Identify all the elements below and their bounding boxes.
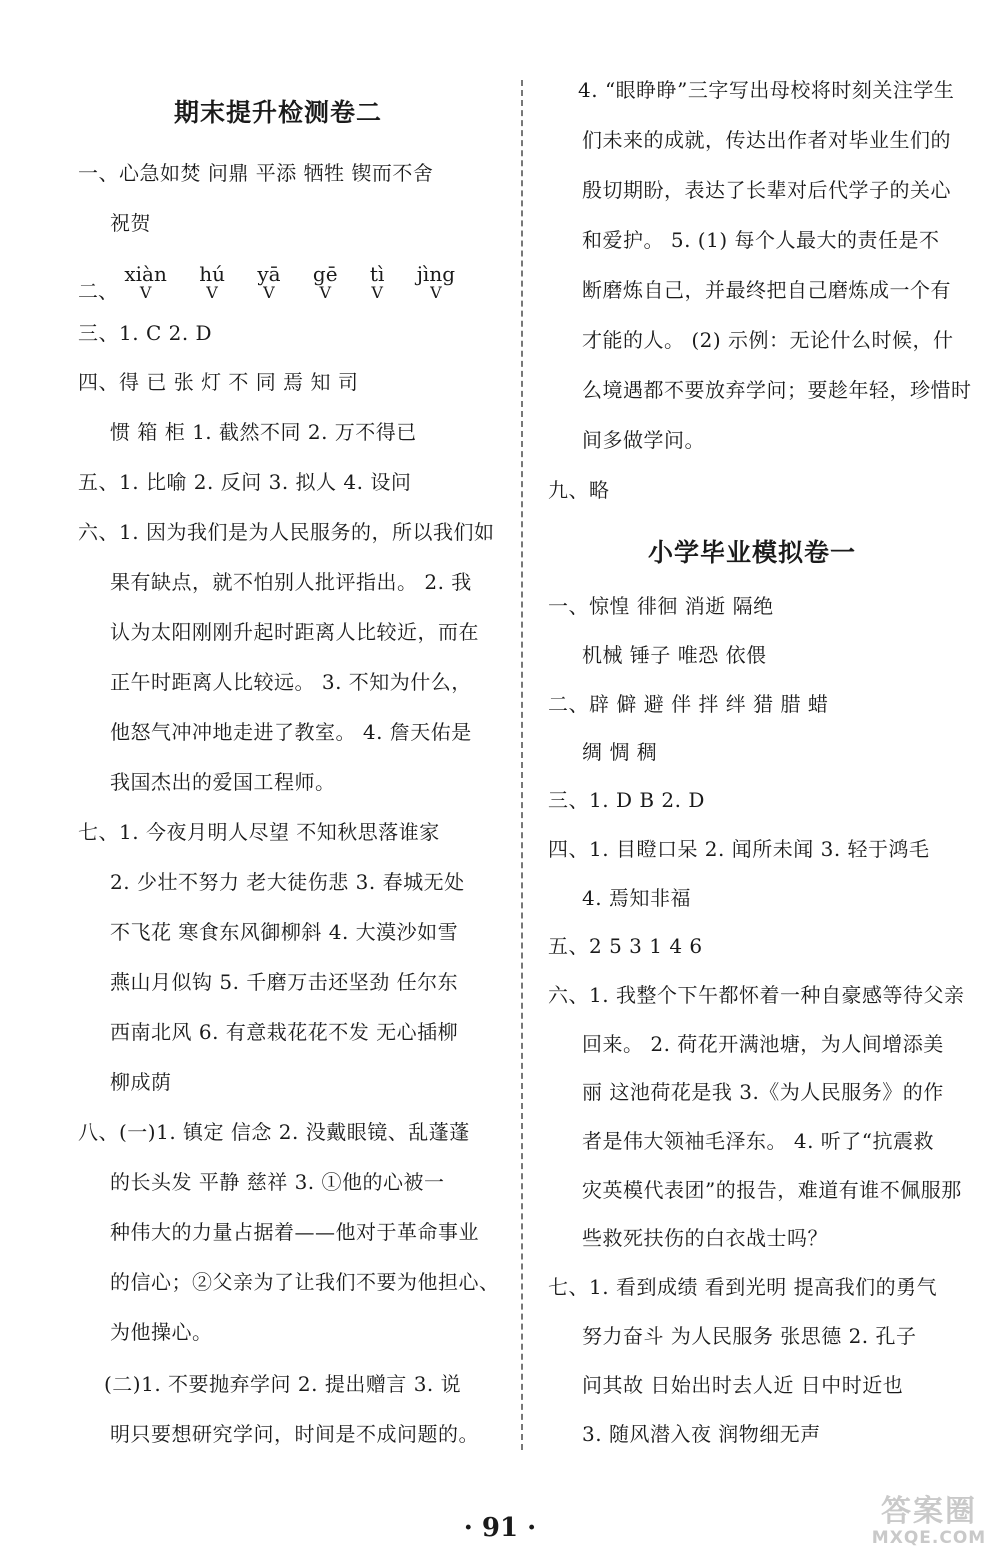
- answer-line: 么境遇都不要放弃学问；要趁年轻，珍惜时: [582, 378, 972, 402]
- answer-line: (二)1. 不要抛弃学问 2. 提出赠言 3. 说: [104, 1372, 462, 1396]
- answer-line: 六、1. 因为我们是为人民服务的，所以我们如: [78, 520, 495, 544]
- answer-line: 丽 这池荷花是我 3.《为人民服务》的作: [582, 1080, 944, 1104]
- answer-line: 些救死扶伤的白衣战士吗？: [582, 1226, 828, 1250]
- answer-line: 四、得 已 张 灯 不 同 焉 知 司: [78, 370, 359, 394]
- answer-line: 惯 箱 柜 1. 截然不同 2. 万不得已: [110, 420, 417, 444]
- check-mark-icon: V: [371, 283, 383, 302]
- check-mark-icon: V: [263, 283, 275, 302]
- answer-line: 正午时距离人比较远。 3. 不知为什么，: [110, 670, 472, 694]
- answer-line: 三、1. D B 2. D: [548, 788, 705, 812]
- answer-line: 殷切期盼，表达了长辈对后代学子的关心: [582, 178, 951, 202]
- answer-line: 一、惊惶 徘徊 消逝 隔绝: [548, 594, 774, 618]
- answer-line: 的长头发 平静 慈祥 3. ①他的心被一: [110, 1170, 445, 1194]
- answer-line: 八、(一)1. 镇定 信念 2. 没戴眼镜、乱蓬蓬: [78, 1120, 470, 1144]
- answer-line: 的信心；②父亲为了让我们不要为他担心、: [110, 1270, 500, 1294]
- pinyin-item: xiàn V: [124, 262, 167, 302]
- pinyin-answers: [78, 262, 481, 304]
- pinyin-item: yā V: [257, 262, 281, 302]
- watermark-url: MXQE.COM: [871, 1528, 987, 1548]
- answer-line: 三、1. C 2. D: [78, 321, 213, 345]
- answer-line: 为他操心。: [110, 1320, 213, 1344]
- question-number: 二、: [78, 279, 118, 303]
- check-mark-icon: V: [139, 283, 152, 302]
- answer-line: 九、略: [548, 478, 610, 502]
- answer-line: 问其故 日始出时去人近 日中时近也: [582, 1373, 904, 1397]
- pinyin-item: jìng V: [416, 262, 455, 302]
- section-title: 期末提升检测卷二: [174, 98, 383, 127]
- answer-line: 果有缺点，就不怕别人批评指出。 2. 我: [110, 570, 472, 594]
- pinyin-item: tì V: [369, 262, 385, 302]
- answer-line: 回来。 2. 荷花开满池塘，为人间增添美: [582, 1032, 944, 1056]
- check-mark-icon: V: [430, 283, 442, 302]
- answer-line: 4. 焉知非福: [582, 886, 691, 910]
- answer-line: 五、2 5 3 1 4 6: [548, 934, 703, 958]
- answer-line: 灾英模代表团”的报告，难道有谁不佩服那: [582, 1178, 962, 1202]
- answer-line: 2. 少壮不努力 老大徒伤悲 3. 春城无处: [110, 870, 465, 894]
- answer-line: 柳成荫: [110, 1070, 172, 1094]
- section-title: 小学毕业模拟卷一: [648, 538, 857, 567]
- answer-line: 七、1. 今夜月明人尽望 不知秋思落谁家: [78, 820, 440, 844]
- column-divider: [521, 80, 523, 1450]
- answer-line: 二、辟 僻 避 伴 拌 绊 猎 腊 蜡: [548, 692, 829, 716]
- answer-line: 们未来的成就，传达出作者对毕业生们的: [582, 128, 951, 152]
- answer-line: 祝贺: [110, 211, 151, 235]
- answer-line: 认为太阳刚刚升起时距离人比较近，而在: [110, 620, 479, 644]
- answer-line: 绸 惆 稠: [582, 740, 658, 764]
- pinyin-item: hú V: [199, 262, 225, 302]
- answer-line: 燕山月似钩 5. 千磨万击还坚劲 任尔东: [110, 970, 459, 994]
- answer-line: 和爱护。 5. (1) 每个人最大的责任是不: [582, 228, 940, 252]
- answer-line: 我国杰出的爱国工程师。: [110, 770, 336, 794]
- page-number: · 91 ·: [463, 1513, 537, 1543]
- answer-line: 种伟大的力量占据着——他对于革命事业: [110, 1220, 479, 1244]
- check-mark-icon: V: [319, 283, 332, 302]
- answer-line: 机械 锤子 唯恐 依偎: [582, 643, 767, 667]
- answer-line: 七、1. 看到成绩 看到光明 提高我们的勇气: [548, 1275, 938, 1299]
- answer-line: 五、1. 比喻 2. 反问 3. 拟人 4. 设问: [78, 470, 412, 494]
- answer-line: 努力奋斗 为人民服务 张思德 2. 孔子: [582, 1324, 917, 1348]
- pinyin-item: gē V: [312, 262, 338, 302]
- answer-line: 不飞花 寒食东风御柳斜 4. 大漠沙如雪: [110, 920, 459, 944]
- answer-line: 明只要想研究学问，时间是不成问题的。: [110, 1422, 479, 1446]
- watermark-logo: [864, 1495, 994, 1555]
- answer-line: 才能的人。 (2) 示例：无论什么时候，什: [582, 328, 954, 352]
- watermark-text: 答案圈: [881, 1494, 977, 1529]
- answer-line: 西南北风 6. 有意栽花花不发 无心插柳: [110, 1020, 459, 1044]
- answer-line: 者是伟大领袖毛泽东。 4. 听了“抗震救: [582, 1129, 935, 1153]
- answer-line: 一、心急如焚 问鼎 平添 牺牲 锲而不舍: [78, 161, 434, 185]
- check-mark-icon: V: [206, 283, 218, 302]
- answer-line: 他怒气冲冲地走进了教室。 4. 詹天佑是: [110, 720, 472, 744]
- answer-line: 四、1. 目瞪口呆 2. 闻所未闻 3. 轻于鸿毛: [548, 837, 930, 861]
- answer-line: 六、1. 我整个下午都怀着一种自豪感等待父亲: [548, 983, 965, 1007]
- answer-line: 4. “眼睁睁”三字写出母校将时刻关注学生: [578, 78, 955, 102]
- answer-line: 间多做学问。: [582, 428, 705, 452]
- answer-line: 断磨炼自己，并最终把自己磨炼成一个有: [582, 278, 951, 302]
- answer-line: 3. 随风潜入夜 润物细无声: [582, 1422, 821, 1446]
